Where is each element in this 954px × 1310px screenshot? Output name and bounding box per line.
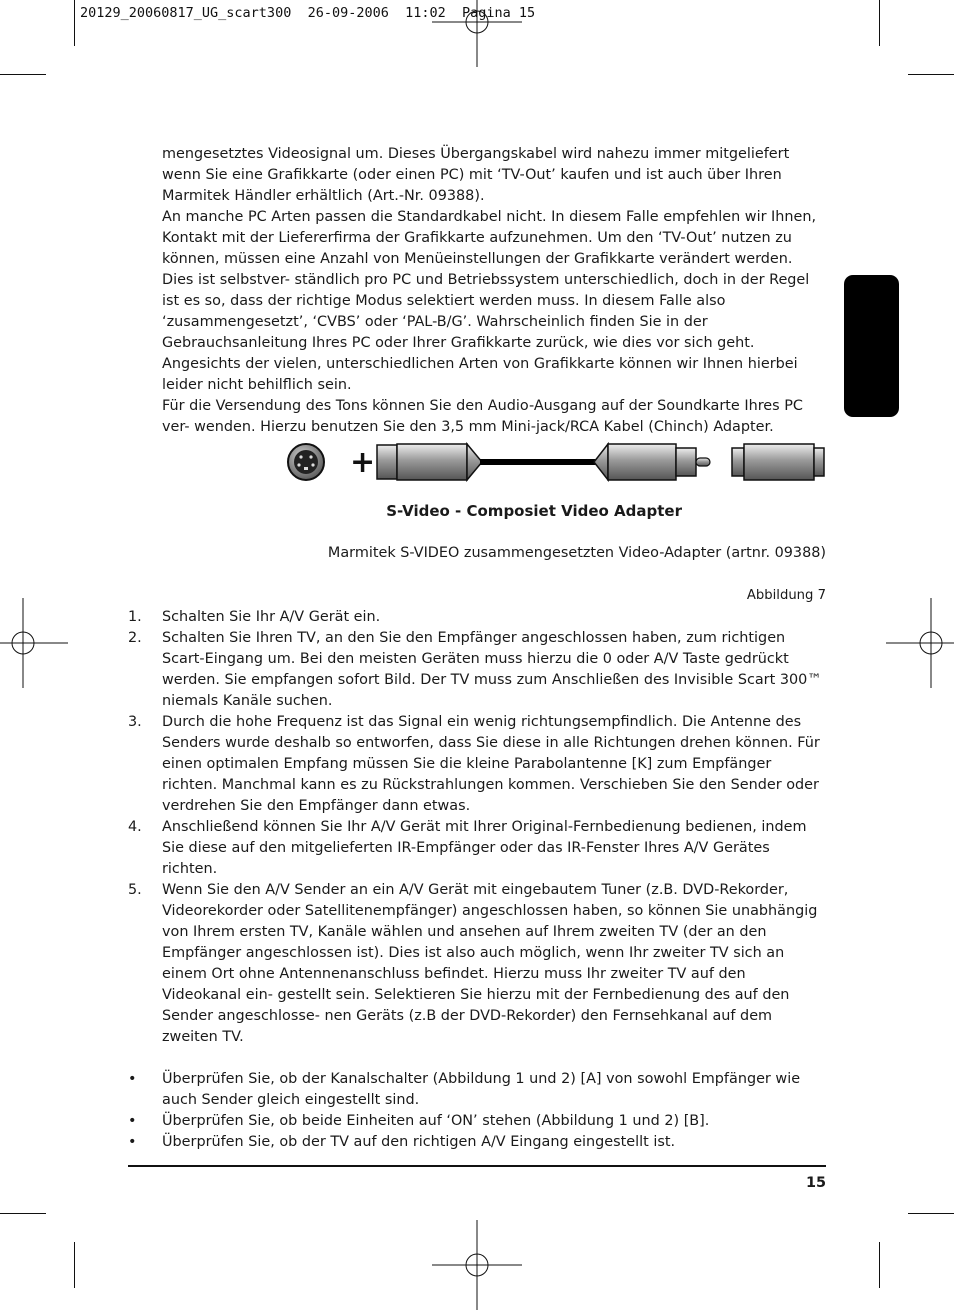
chapter-tab: [844, 275, 899, 417]
crop-mark: [908, 1213, 954, 1214]
page-number: 15: [805, 1175, 826, 1191]
step-text: Durch die hohe Frequenz ist das Signal ein wenig richtungsempfindlich. Die Antenne des Senders wurde deshalb so entworfen, dass Sie diese in alle Richtungen drehen können. Für einen optimalen Empfang müssen Sie die kleine Parabolantenne [K] zum Empfänger richten. Manchmal kann es zu Rückstrahlungen kommen. Verschieben Sie den Sender oder verdrehen Sie den Empfänger dann etwas.: [162, 714, 820, 814]
registration-mark-icon: [432, 0, 522, 67]
list-item: [128, 628, 828, 712]
plus-symbol: +: [350, 445, 376, 480]
cable-line: [480, 459, 598, 465]
adapter-illustration: [282, 440, 826, 484]
step-number: 2.: [128, 630, 142, 646]
step-text: Schalten Sie Ihr A/V Gerät ein.: [162, 609, 381, 625]
list-item: [128, 712, 828, 817]
bullet-text: Überprüfen Sie, ob der TV auf den richtigen A/V Eingang eingestellt ist.: [162, 1134, 676, 1150]
figure-label: Abbildung 7: [746, 588, 826, 603]
bullet-text: Überprüfen Sie, ob der Kanalschalter (Abbildung 1 und 2) [A] von sowohl Empfänger wie auch Sender gleich eingestellt sind.: [162, 1071, 801, 1108]
cable-plug-right-icon: [594, 444, 710, 480]
registration-mark-icon: [0, 598, 68, 688]
crop-mark: [74, 0, 75, 46]
step-text: Wenn Sie den A/V Sender an ein A/V Gerät mit eingebautem Tuner (z.B. DVD-Rekorder, Videorekorder oder Satellitenempfänger) angeschlossen haben, so können Sie unabhängig von Ihrem ersten TV, Kanäle wählen und ansehen auf Ihrem zweiten TV (der an den Empfänger angeschlossen ist). Dies ist also auch möglich, wenn Ihr zweiter TV sich an einem Ort ohne Antennenanschluss befindet. Hierzu muss Ihr zweiter TV auf den Videokanal ein- gestellt sein. Selektieren Sie hierzu mit der Fernbedienung des auf den Sender angeschlosse- nen Geräts (z.B der DVD-Rekorder) den Fernsehkanal auf dem zweiten TV.: [162, 882, 818, 1045]
list-item: [128, 817, 828, 880]
crop-mark: [0, 74, 46, 75]
registration-mark-icon: [432, 1220, 522, 1310]
step-number: 1.: [128, 609, 142, 625]
bullet-text: Überprüfen Sie, ob beide Einheiten auf ‘ON’ stehen (Abbildung 1 und 2) [B].: [162, 1113, 710, 1129]
list-item: [128, 607, 828, 628]
crop-mark: [879, 0, 880, 46]
bullet-icon: •: [128, 1113, 137, 1129]
crop-mark: [0, 1213, 46, 1214]
crop-mark: [879, 1242, 880, 1288]
steps-list: [128, 607, 828, 1048]
intro-text: [162, 144, 826, 438]
list-item: [128, 1132, 828, 1153]
paragraph: Für die Versendung des Tons können Sie den Audio-Ausgang auf der Soundkarte Ihres PC ver- wenden. Hierzu benutzen Sie den 3,5 mm Mini-jack/RCA Kabel (Chinch) Adapter.: [162, 398, 803, 435]
step-text: Schalten Sie Ihren TV, an den Sie den Empfänger angeschlossen haben, zum richtigen Scart-Eingang um. Bei den meisten Geräten muss hierzu die 0 oder A/V Taste gedrückt werden. Sie empfangen sofort Bild. Der TV muss zum Anschließen des Invisible Scart 300™ niemals Kanäle suchen.: [162, 630, 822, 709]
svideo-connector-icon: [288, 444, 324, 480]
step-text: Anschließend können Sie Ihr A/V Gerät mit Ihrer Original-Fernbedienung bedienen, indem Sie diese auf den mitgelieferten IR-Empfänger oder das IR-Fenster Ihres A/V Gerätes richten.: [162, 819, 807, 877]
paragraph: mengesetztes Videosignal um. Dieses Übergangskabel wird nahezu immer mitgeliefert wenn Sie eine Grafikkarte (oder einen PC) mit ‘TV-Out’ kaufen und ist auch über Ihren Marmitek Händler erhältlich (Art.-Nr. 09388).: [162, 146, 790, 204]
list-item: [128, 1111, 828, 1132]
step-number: 5.: [128, 882, 142, 898]
figure-caption-text: Marmitek S-VIDEO zusammengesetzten Video-Adapter (artnr. 09388): [327, 545, 826, 561]
cable-plug-left-icon: [377, 444, 482, 480]
registration-mark-icon: [886, 598, 954, 688]
bullet-icon: •: [128, 1134, 137, 1150]
list-item: [128, 880, 828, 1048]
step-number: 3.: [128, 714, 142, 730]
list-item: [128, 1069, 828, 1111]
footer-rule: [128, 1165, 826, 1167]
crop-mark: [908, 74, 954, 75]
paragraph: An manche PC Arten passen die Standardkabel nicht. In diesem Falle empfehlen wir Ihnen, Kontakt mit der Liefererfirma der Grafikkarte aufzunehmen. Um den ‘TV-Out’ nutzen zu können, müssen eine Anzahl von Menüeinstellungen der Grafikkarte verändert werden. Dies ist selbstver- ständlich pro PC und Betriebssystem unterschiedlich, doch in der Regel ist es so, dass der richtige Modus selektiert werden muss. In diesem Falle also ‘zusammengesetzt’, ‘CVBS’ oder ‘PAL-B/G’. Wahrscheinlich finden Sie in der Gebrauchsanleitung Ihres PC oder Ihrer Grafikkarte zurück, wie dies vor sich geht. Angesichts der vielen, unterschiedlichen Arten von Grafikkarte können wir Ihnen hierbei leider nicht behilflich sein.: [162, 209, 817, 393]
rca-socket-icon: [732, 444, 824, 480]
step-number: 4.: [128, 819, 142, 835]
bullet-icon: •: [128, 1071, 137, 1087]
check-list: [128, 1069, 828, 1153]
figure-caption-title: S-Video - Composiet Video Adapter: [386, 502, 682, 520]
crop-mark: [74, 1242, 75, 1288]
print-slug: 20129_20060817_UG_scart300 26-09-2006 11:02 Pagina 15: [80, 5, 536, 21]
